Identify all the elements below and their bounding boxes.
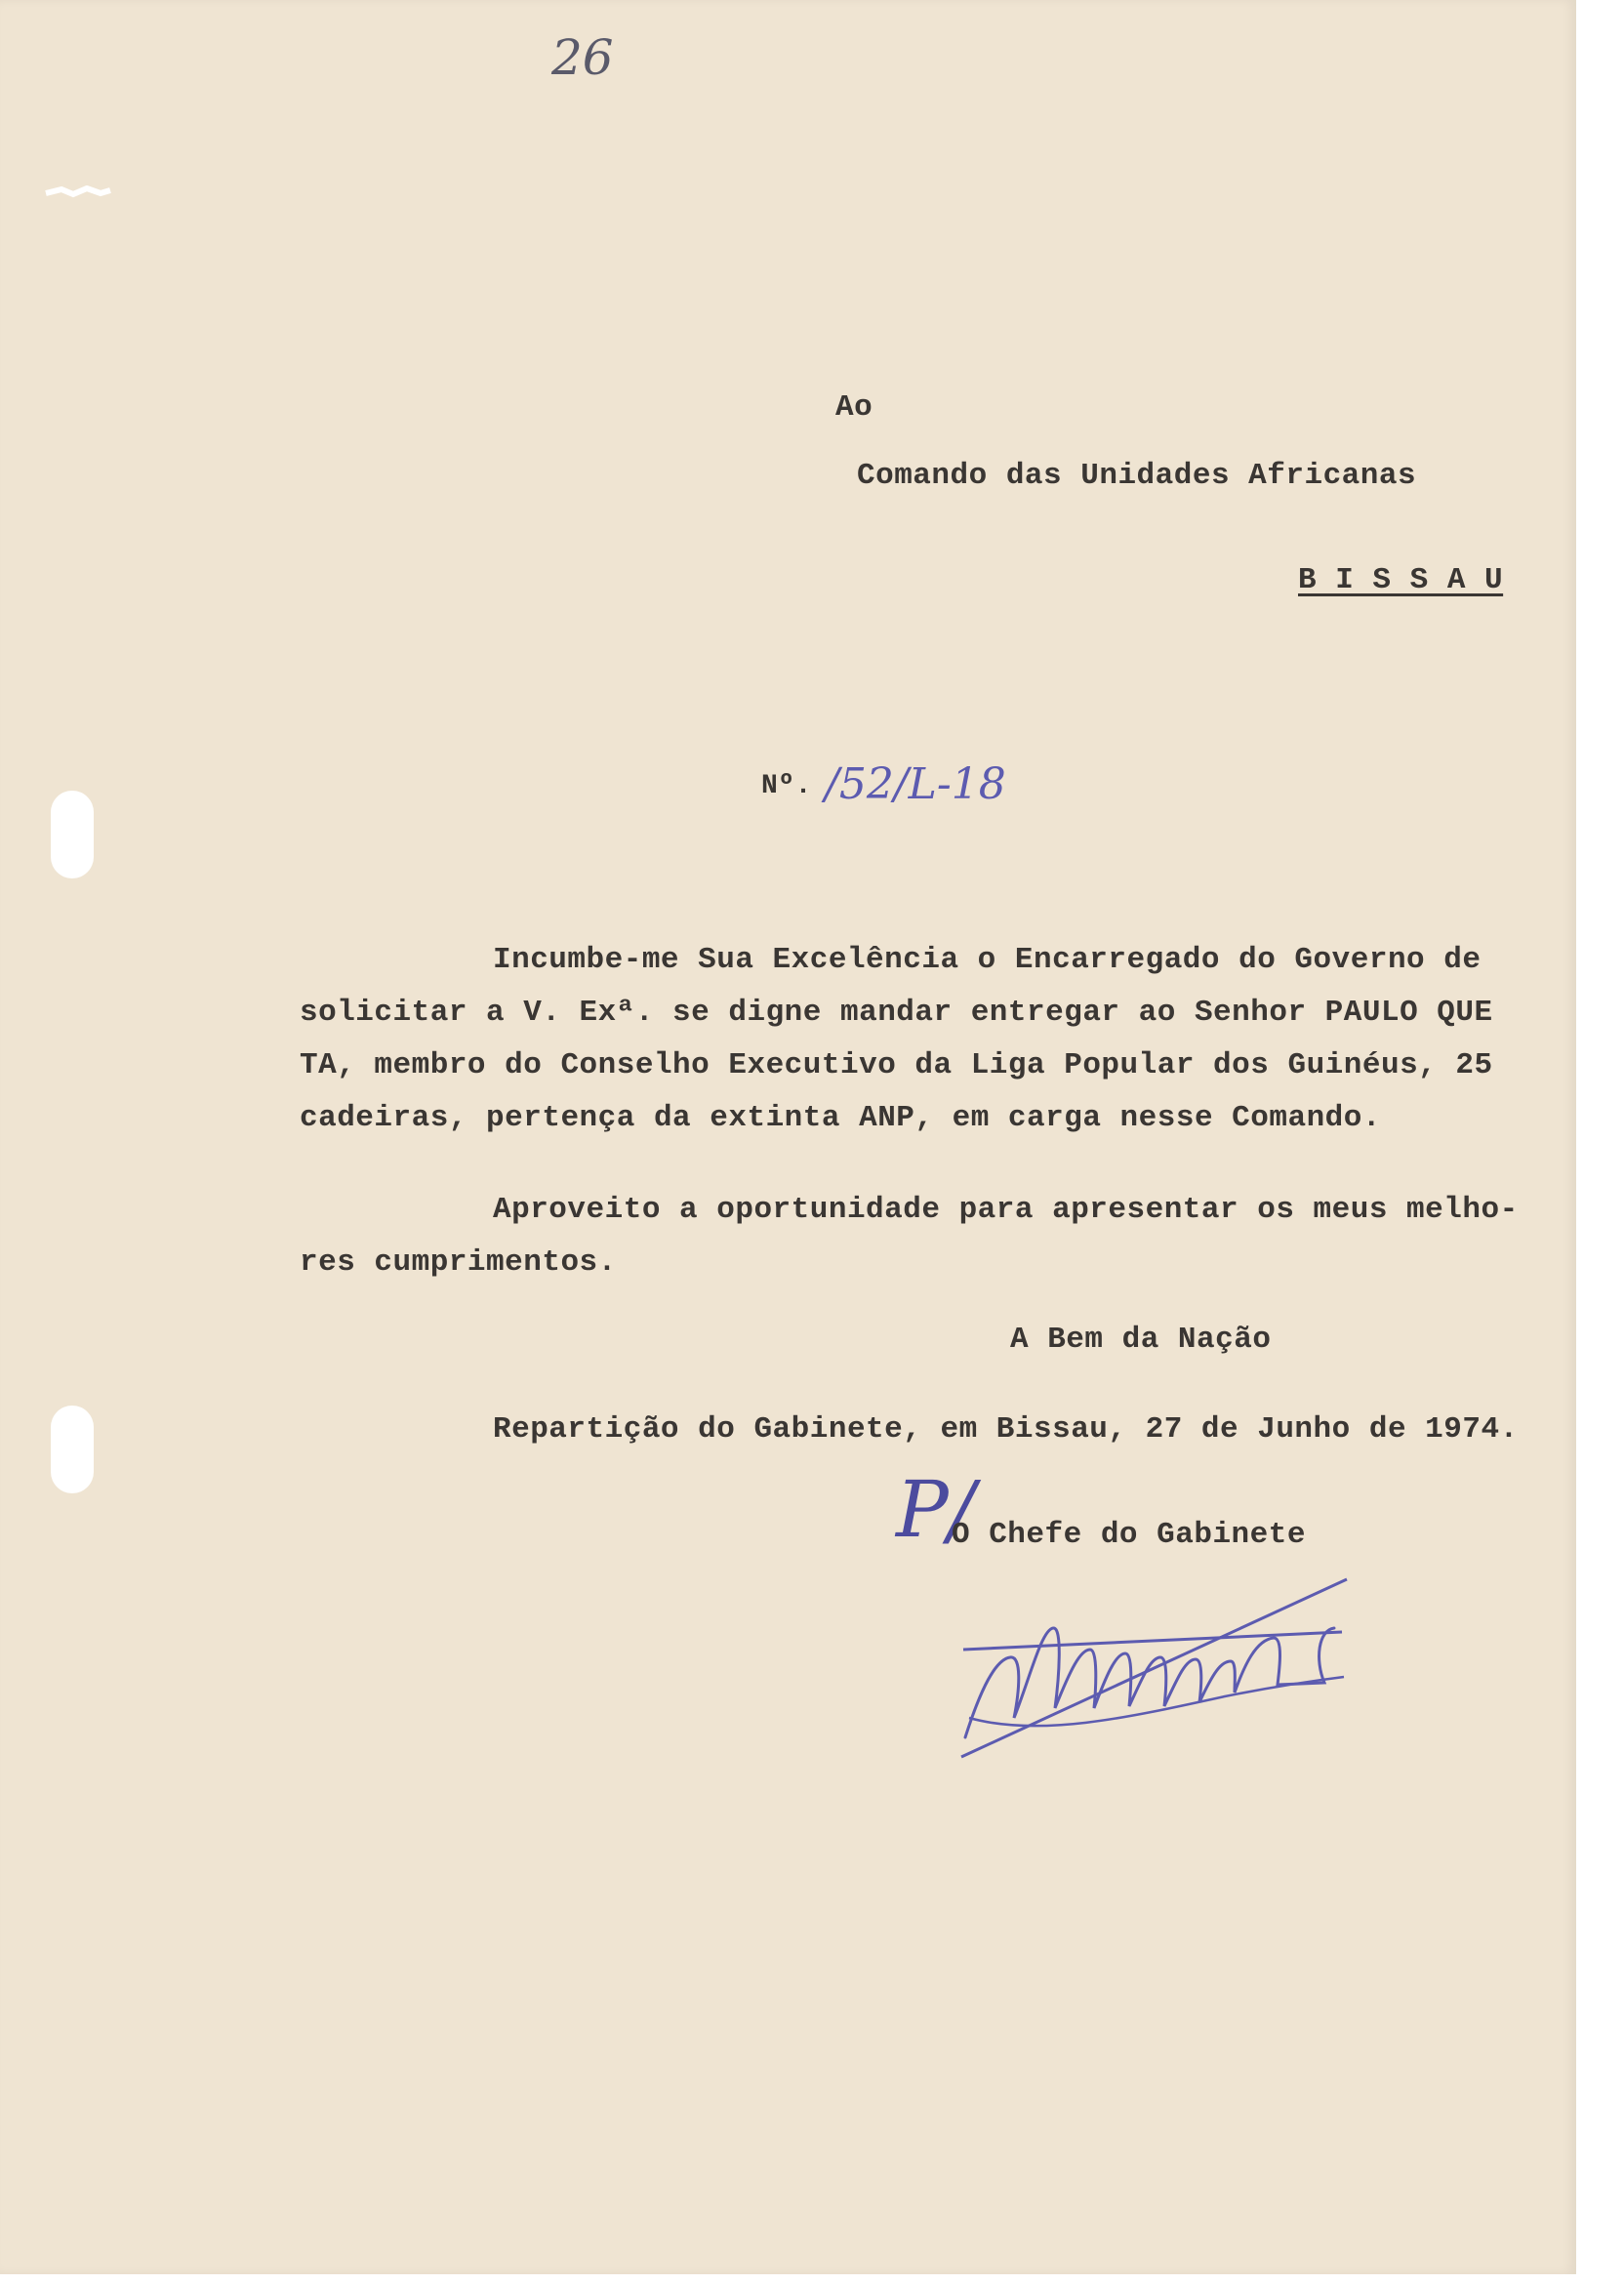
handwritten-signature [952,1571,1361,1767]
body-line: TA, membro do Conselho Executivo da Liga Popular dos Guinéus, 25 [300,1048,1493,1082]
recipient-name: Comando das Unidades Africanas [857,459,1417,493]
body-line: Incumbe-me Sua Excelência o Encarregado do Governo de [493,943,1482,977]
recipient-city: B I S S A U [1298,563,1504,597]
signatory-title: O Chefe do Gabinete [952,1518,1306,1552]
reference-label: Nº. [761,771,812,801]
per-procuration-mark: P/ [896,1464,975,1555]
body-line: cadeiras, pertença da extinta ANP, em carga nesse Comando. [300,1101,1381,1135]
reference-number: /52/L-18 [825,759,1006,809]
body-line: res cumprimentos. [300,1245,617,1280]
body-line: Aproveito a oportunidade para apresentar os meus melho- [493,1193,1519,1227]
punch-hole-bottom [51,1406,94,1493]
recipient-salutation: Ao [835,390,873,425]
paper-tear-mark [44,185,112,199]
punch-hole-top [51,791,94,878]
closing-formula: A Bem da Nação [1010,1323,1272,1357]
page-number-annotation: 26 [551,29,614,86]
body-line: solicitar a V. Exª. se digne mandar entregar ao Senhor PAULO QUE [300,996,1493,1030]
place-and-date: Repartição do Gabinete, em Bissau, 27 de Junho de 1974. [493,1412,1519,1447]
